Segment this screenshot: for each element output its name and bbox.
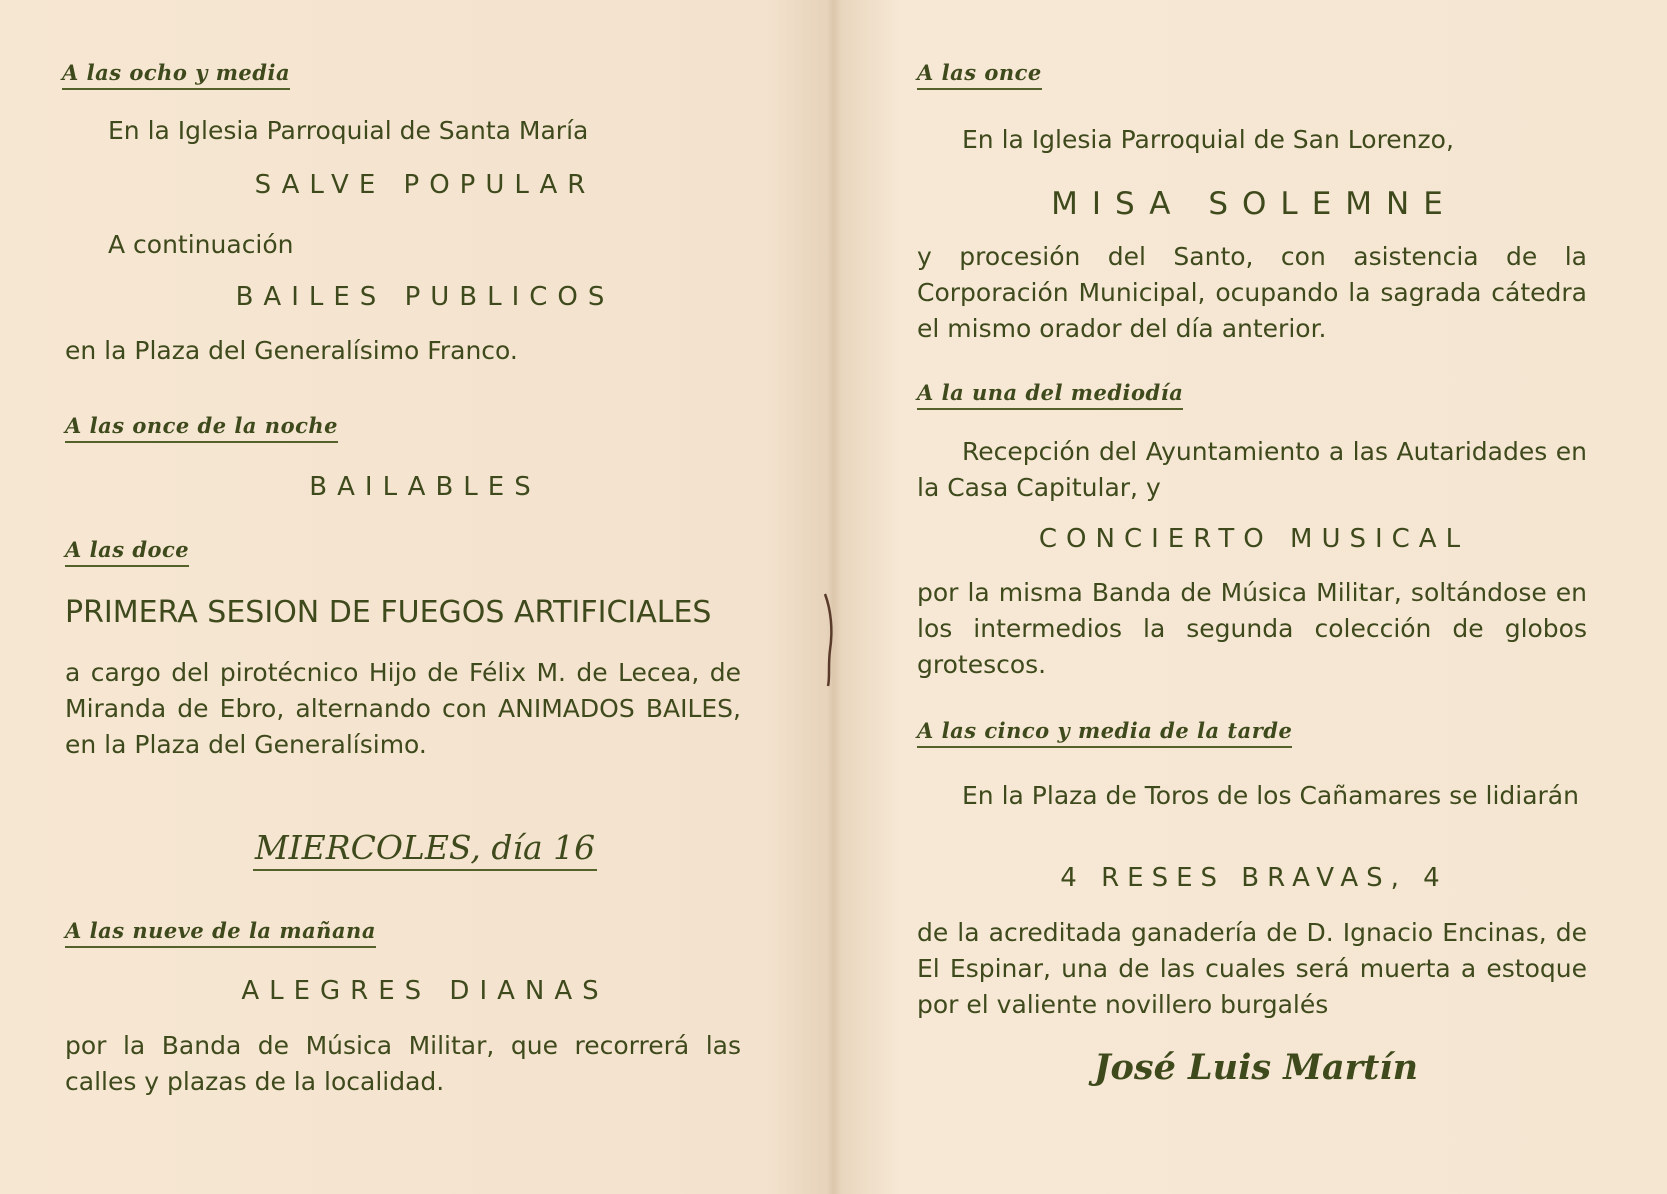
- reses-bravas-title: 4 RESES BRAVAS, 4: [1060, 863, 1448, 893]
- day-title-text: MIERCOLES, día 16: [253, 828, 597, 871]
- fuegos-artificiales-title: PRIMERA SESION DE FUEGOS ARTIFICIALES: [65, 595, 712, 630]
- plaza-toros-description: En la Plaza de Toros de los Cañamares se lidiarán: [962, 781, 1579, 810]
- concierto-musical-title: CONCIERTO MUSICAL: [1038, 524, 1470, 554]
- heading-nueve-manana: A las nueve de la mañana: [65, 918, 376, 948]
- recepcion-description: Recepción del Ayuntamiento a las Autaridades en la Casa Capitular, y: [917, 437, 1587, 502]
- salve-popular-title: SALVE POPULAR: [254, 170, 596, 200]
- church-santa-maria-line: En la Iglesia Parroquial de Santa María: [108, 116, 589, 145]
- binding-staple: [822, 590, 836, 690]
- concierto-description: por la misma Banda de Música Militar, soltándose en los intermedios la segunda colección de globos grotescos.: [917, 578, 1587, 679]
- procesion-description: y procesión del Santo, con asistencia de la Corporación Municipal, ocupando la sagrada cátedra el mismo orador del día anterior.: [917, 242, 1587, 343]
- heading-once: A las once: [917, 60, 1042, 90]
- heading-cinco-media-tarde: A las cinco y media de la tarde: [917, 718, 1292, 748]
- bailes-publicos-title: BAILES PUBLICOS: [235, 282, 615, 312]
- heading-ocho-y-media: A las ocho y media: [62, 60, 290, 90]
- bullfighter-name: José Luis Martín: [1093, 1047, 1419, 1088]
- right-page: [837, 0, 1667, 1194]
- dianas-description: por la Banda de Música Militar, que recorrerá las calles y plazas de la localidad.: [65, 1031, 741, 1096]
- fuegos-description: a cargo del pirotécnico Hijo de Félix M. de Lecea, de Miranda de Ebro, alternando con ANIMADOS BAILES, en la Plaza del Generalísimo.: [65, 658, 741, 759]
- heading-doce: A las doce: [65, 537, 189, 567]
- heading-una-mediodia: A la una del mediodía: [917, 380, 1183, 410]
- continuation-line: A continuación: [108, 230, 294, 259]
- misa-solemne-title: MISA SOLEMNE: [1051, 186, 1457, 222]
- bailables-title: BAILABLES: [309, 472, 541, 502]
- heading-once-noche: A las once de la noche: [65, 413, 338, 443]
- left-page: [0, 0, 830, 1194]
- day-title: [0, 828, 830, 867]
- ganaderia-description: de la acreditada ganadería de D. Ignacio Encinas, de El Espinar, una de las cuales será muerta a estoque por el valiente novillero burgalés: [917, 918, 1587, 1019]
- plaza-line: en la Plaza del Generalísimo Franco.: [65, 336, 518, 365]
- church-san-lorenzo-line: En la Iglesia Parroquial de San Lorenzo,: [962, 125, 1454, 154]
- alegres-dianas-title: ALEGRES DIANAS: [241, 976, 609, 1006]
